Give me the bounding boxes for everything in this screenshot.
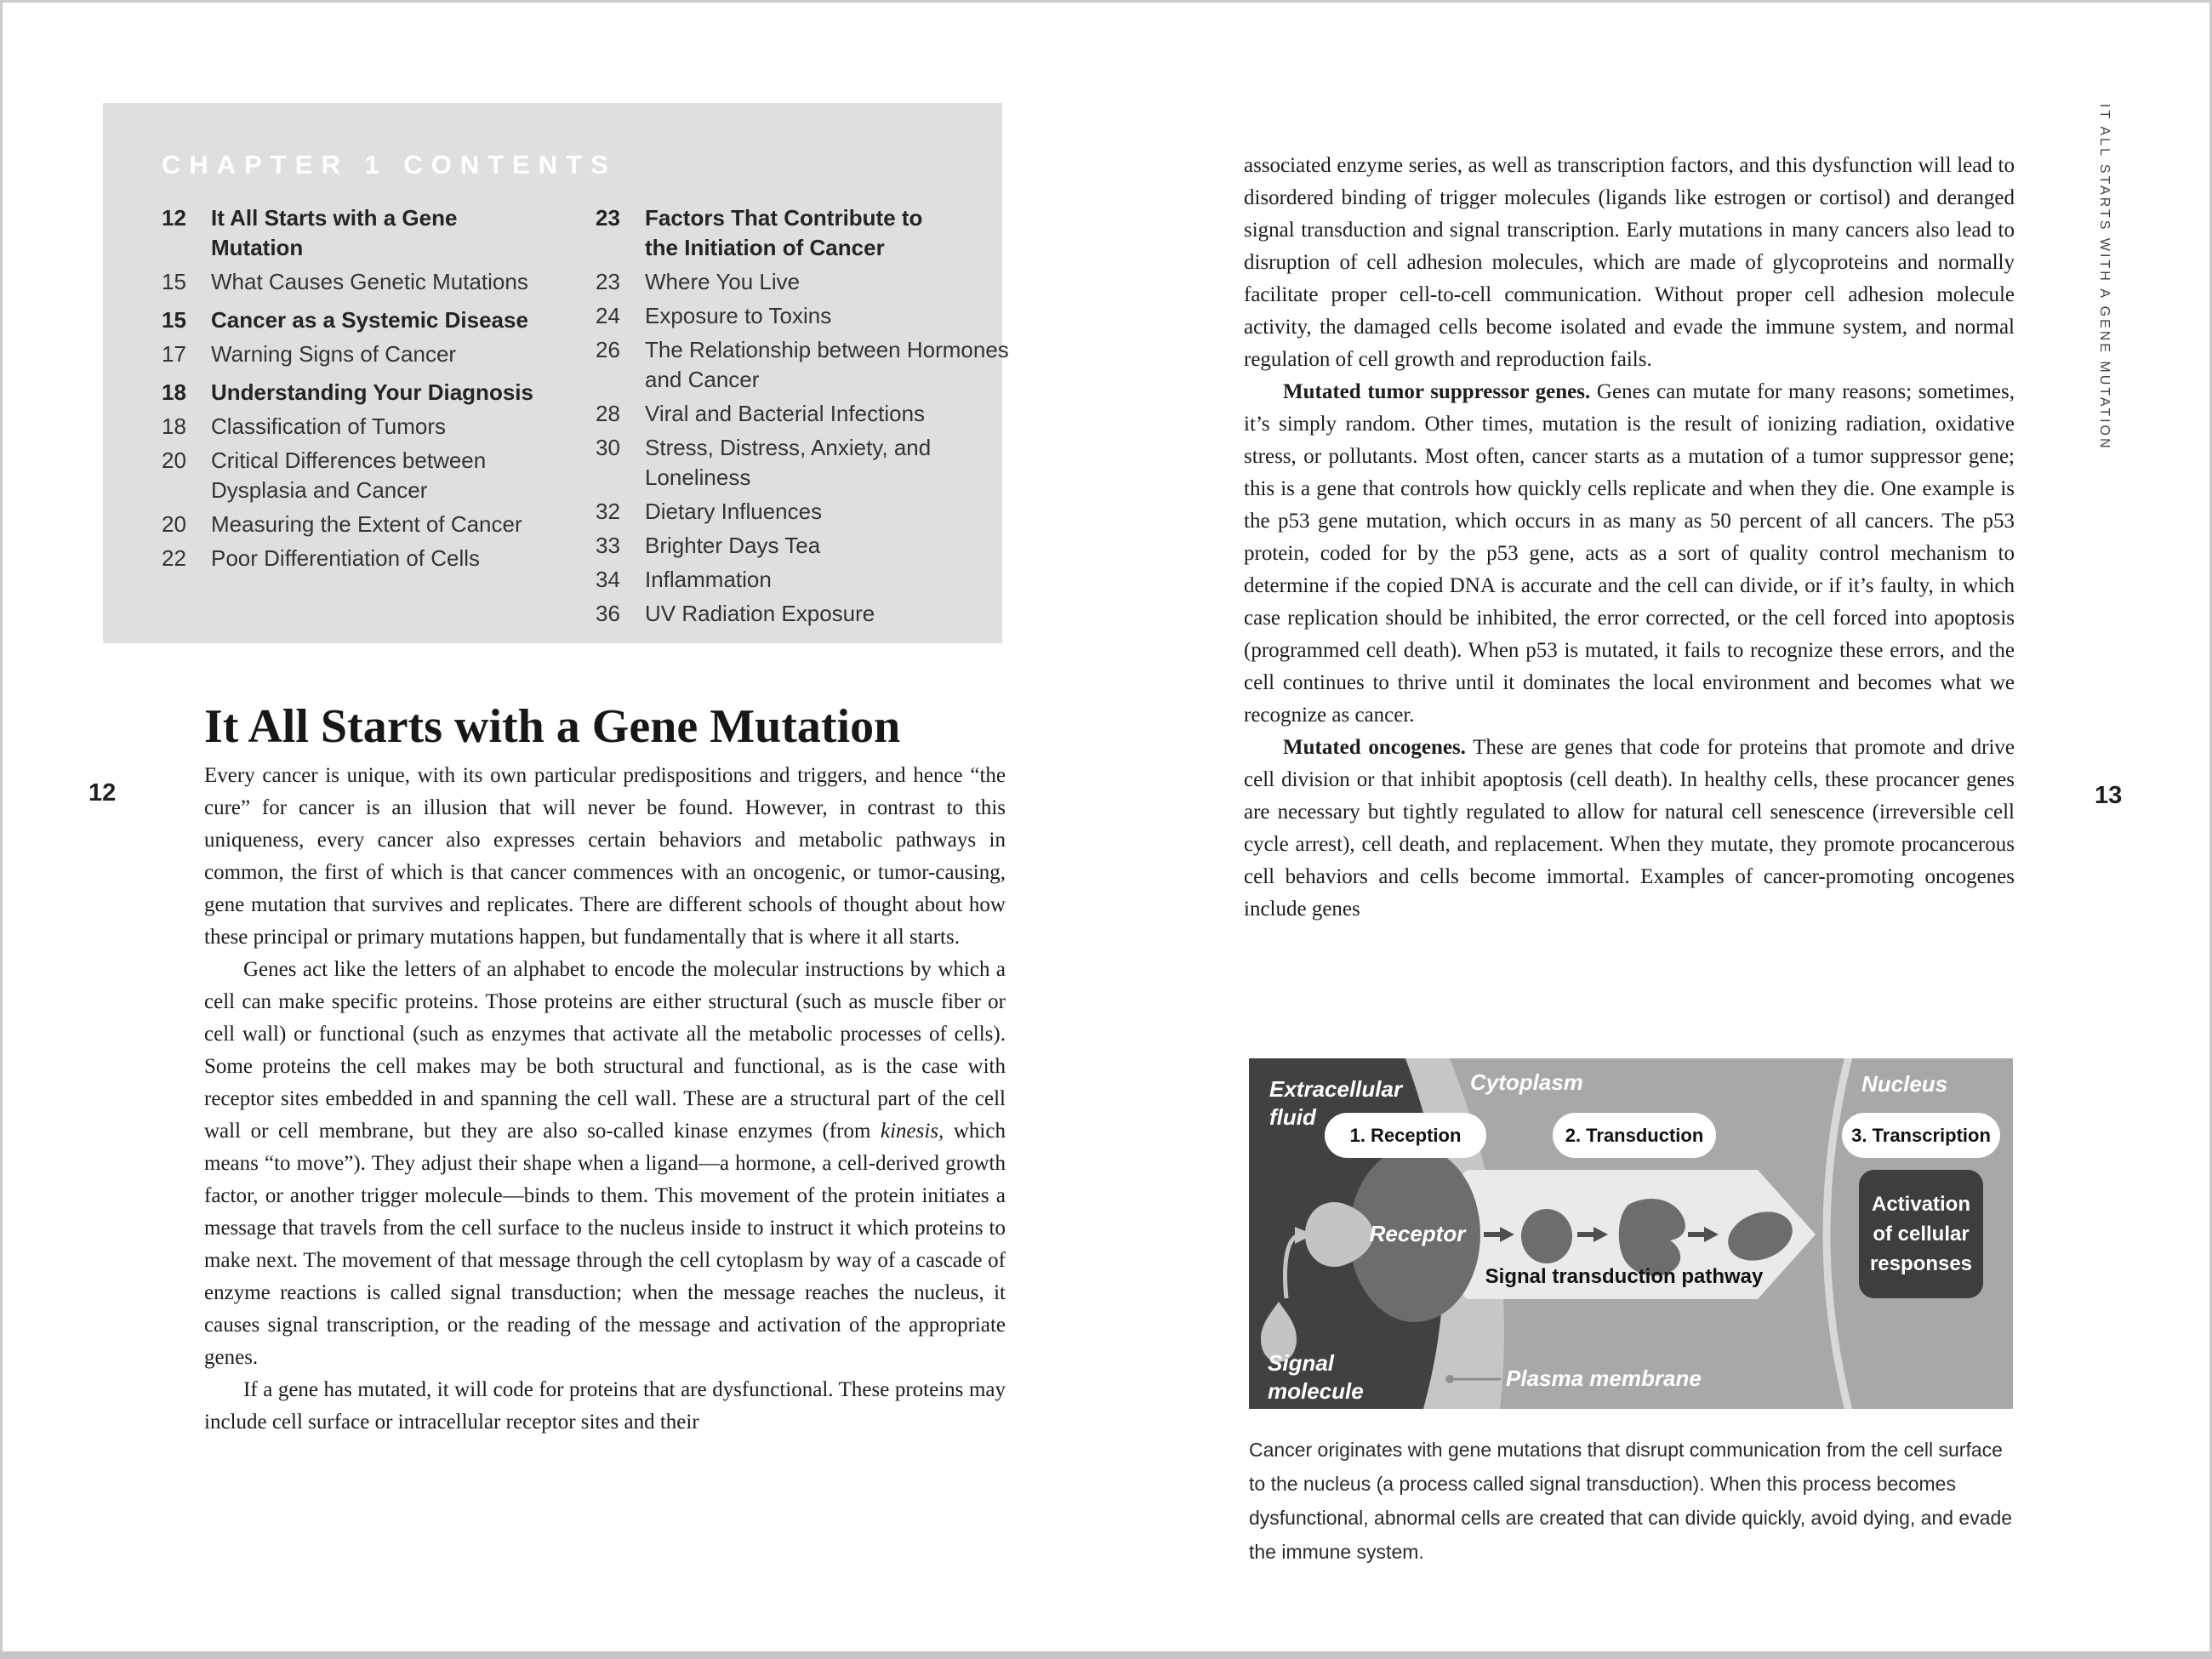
toc-entry [162, 544, 596, 573]
toc-entry [596, 531, 1009, 561]
signal-molecule-label: Signal molecule [1268, 1350, 1364, 1404]
contents-title: CHAPTER 1 CONTENTS [162, 150, 617, 180]
extracellular-fluid-label: Extracellular fluid [1269, 1076, 1403, 1130]
toc-entry [162, 446, 596, 505]
paragraph: Mutated oncogenes. These are genes that code for proteins that promote and drive cell division or that inhibit apoptosis (cell death). In healthy cells, these procancer genes are necessary but tightly regulated to allow for natural cell senescence (irreversible cell cycle arrest), cell death, and replacement. When they mutate, they promote procancerous cell behaviors and cells become immortal. Examples of cancer-promoting oncogenes include genes [1244, 736, 2015, 921]
pathway-label: Signal transduction pathway [1485, 1265, 1764, 1288]
receptor-label: Receptor [1369, 1221, 1466, 1246]
toc-entry-title: Dietary Influences [645, 499, 823, 524]
toc-entry-page: 20 [162, 448, 186, 473]
section-heading: It All Starts with a Gene Mutation [204, 700, 901, 753]
toc-entry-title: Exposure to Toxins [645, 303, 832, 328]
paragraph: Every cancer is unique, with its own particular predispositions and triggers, and hence “the cure” for cancer is an illusion that will never be found. However, in contrast to this uniqueness, every cancer also expresses certain behaviors and metabolic pathways in common, the first of which is that cancer commences with an oncogenic, or tumor-causing, gene mutation that survives and replicates. There are different schools of thought about how these principal or primary mutations happen, but fundamentally that is where it all starts. [204, 764, 1006, 949]
toc-entry [162, 510, 596, 539]
toc-entry [596, 565, 1009, 595]
step-pill-transcription: 3. Transcription [1842, 1113, 2000, 1158]
toc-entry-page: 26 [596, 337, 620, 362]
toc-entry-page: 15 [162, 269, 186, 294]
activation-box: Activation of cellular responses [1859, 1170, 1983, 1298]
toc-entry [162, 378, 596, 408]
toc-entry-title: Measuring the Extent of Cancer [211, 511, 522, 537]
toc-entry [596, 399, 1009, 429]
toc-entry [596, 599, 1009, 629]
toc-entry [596, 301, 1009, 331]
left-page-body [204, 760, 1006, 1592]
toc-entry [596, 335, 1009, 395]
toc-entry [596, 267, 1009, 297]
page-number-left: 12 [88, 779, 117, 807]
toc-entry-page: 24 [596, 303, 620, 328]
step-pill-transduction: 2. Transduction [1553, 1113, 1716, 1158]
paragraph: associated enzyme series, as well as transcription factors, and this dysfunction will lead to disordered binding of trigger molecules (ligands like estrogen or cortisol) and deranged signal transduction and signal transcription. Early mutations in many cancers also lead to disruption of cell adhesion molecules, which are made of glycoproteins and normally facilitate proper cell-to-cell communication. Without proper cell adhesion molecule activity, the damaged cells become isolated and evade the immune system, and normal regulation of cell growth and reproduction fails. [1244, 154, 2015, 371]
toc-entry-title: Understanding Your Diagnosis [211, 379, 533, 405]
chapter-contents-box [103, 103, 1009, 643]
toc-entry-title: Warning Signs of Cancer [211, 341, 457, 367]
toc-entry-title: Factors That Contribute to the Initiation of Cancer [645, 205, 923, 260]
paragraph: If a gene has mutated, it will code for proteins that are dysfunctional. These proteins may include cell surface or intracellular receptor sites and their [204, 1378, 1006, 1434]
toc-entry [162, 339, 596, 369]
toc-entry-page: 18 [162, 413, 186, 439]
running-header-vertical: IT ALL STARTS WITH A GENE MUTATION [2097, 104, 2112, 451]
page-number-right: 13 [2095, 782, 2123, 809]
nucleus-label: Nucleus [1861, 1071, 1948, 1097]
toc-entry-title: The Relationship between Hormones and Cancer [645, 337, 1009, 392]
toc-entry-page: 28 [596, 401, 620, 426]
toc-entry-title: What Causes Genetic Mutations [211, 269, 528, 294]
toc-entry-page: 17 [162, 341, 186, 367]
toc-entry [162, 412, 596, 442]
toc-entry-title: Cancer as a Systemic Disease [211, 307, 528, 333]
cytoplasm-label: Cytoplasm [1470, 1069, 1583, 1095]
toc-entry-page: 34 [596, 567, 620, 592]
toc-entry [162, 305, 596, 335]
toc-entry-title: Inflammation [645, 567, 772, 592]
right-page-body [1244, 150, 2015, 1045]
toc-entry-title: UV Radiation Exposure [645, 601, 875, 626]
toc-entry-page: 36 [596, 601, 620, 626]
toc-entry-page: 18 [162, 379, 186, 405]
page-bottom-edge [0, 1651, 2212, 1659]
signal-transduction-figure [1249, 1058, 2013, 1409]
toc-entry-title: Critical Differences between Dysplasia and Cancer [211, 448, 487, 503]
toc-entry [596, 203, 1009, 263]
toc-entry-page: 30 [596, 435, 620, 460]
step-pill-reception: 1. Reception [1325, 1113, 1486, 1158]
toc-entry-title: It All Starts with a Gene Mutation [211, 205, 458, 260]
paragraph: Mutated tumor suppressor genes. Genes can mutate for many reasons; sometimes, it’s simply random. Other times, mutation is the result of ionizing radiation, oxidative stress, or pollutants. Most often, cancer starts as a mutation of a tumor suppressor gene; this is a gene that controls how quickly cells replicate and when they die. One example is the p53 gene mutation, which occurs in as many as 50 percent of all cancers. The p53 protein, coded for by the p53 gene, acts as a sort of quality control mechanism to determine if the copied DNA is accurate and the cell can divide, or if it’s faulty, in which case replication should be inhibited, the error corrected, or the cell forced into apoptosis (programmed cell death). When p53 is mutated, it fails to recognize these errors, and the cell continues to thrive until it dominates the local environment and becomes what we recognize as cancer. [1244, 380, 2015, 727]
toc-entry-page: 32 [596, 499, 620, 524]
toc-entry [596, 433, 1009, 493]
figure-caption: Cancer originates with gene mutations that disrupt communication from the cell surface to the nucleus (a process called signal transduction). When this process becomes dysfunctional, abnormal cells are created that can divide quickly, avoid dying, and evade the immune system. [1249, 1439, 2013, 1563]
toc-entry-title: Classification of Tumors [211, 413, 446, 439]
toc-entry [162, 203, 596, 263]
toc-entry-page: 23 [596, 269, 620, 294]
toc-entry-page: 23 [596, 205, 620, 231]
plasma-membrane-label: Plasma membrane [1506, 1365, 1702, 1391]
toc-entry-page: 20 [162, 511, 186, 537]
toc-entry-page: 12 [162, 205, 186, 231]
toc-column-left [162, 203, 596, 633]
toc-entry [596, 497, 1009, 527]
toc-column-right [596, 203, 1009, 633]
toc-entry-title: Stress, Distress, Anxiety, and Loneliness [645, 435, 932, 490]
toc-entry-page: 15 [162, 307, 186, 333]
toc-entry-title: Poor Differentiation of Cells [211, 545, 481, 571]
toc-columns [162, 203, 1009, 633]
toc-entry-title: Brighter Days Tea [645, 533, 821, 558]
toc-entry-title: Viral and Bacterial Infections [645, 401, 926, 426]
membrane-pointer-dot [1445, 1375, 1454, 1383]
toc-entry-title: Where You Live [645, 269, 801, 294]
toc-entry-page: 33 [596, 533, 620, 558]
toc-entry-page: 22 [162, 545, 186, 571]
pathway-blob-1 [1521, 1209, 1572, 1263]
toc-entry [162, 267, 596, 297]
paragraph: Genes act like the letters of an alphabet to encode the molecular instructions by which a cell can make specific proteins. Those proteins are either structural (such as muscle fiber or cell wall) or functional (such as enzymes that activate all the metabolic processes of cells). Some proteins the cell makes may be both structural and functional, as is the case with receptor sites embedded in and spanning the cell wall. These are a structural part of the cell wall or cell membrane, but they are also so-called kinase enzymes (from kinesis, which means “to move”). They adjust their shape when a ligand—a hormone, a cell-derived growth factor, or another trigger molecule—binds to them. This movement of the protein initiates a message that travels from the cell surface to the nucleus inside to instruct it which proteins to make next. The movement of that message through the cell cytoplasm by way of a cascade of enzyme reactions is called signal transduction; when the message reaches the nucleus, it causes signal transcription, or the reading of the message and activation of the appropriate genes. [204, 958, 1006, 1369]
